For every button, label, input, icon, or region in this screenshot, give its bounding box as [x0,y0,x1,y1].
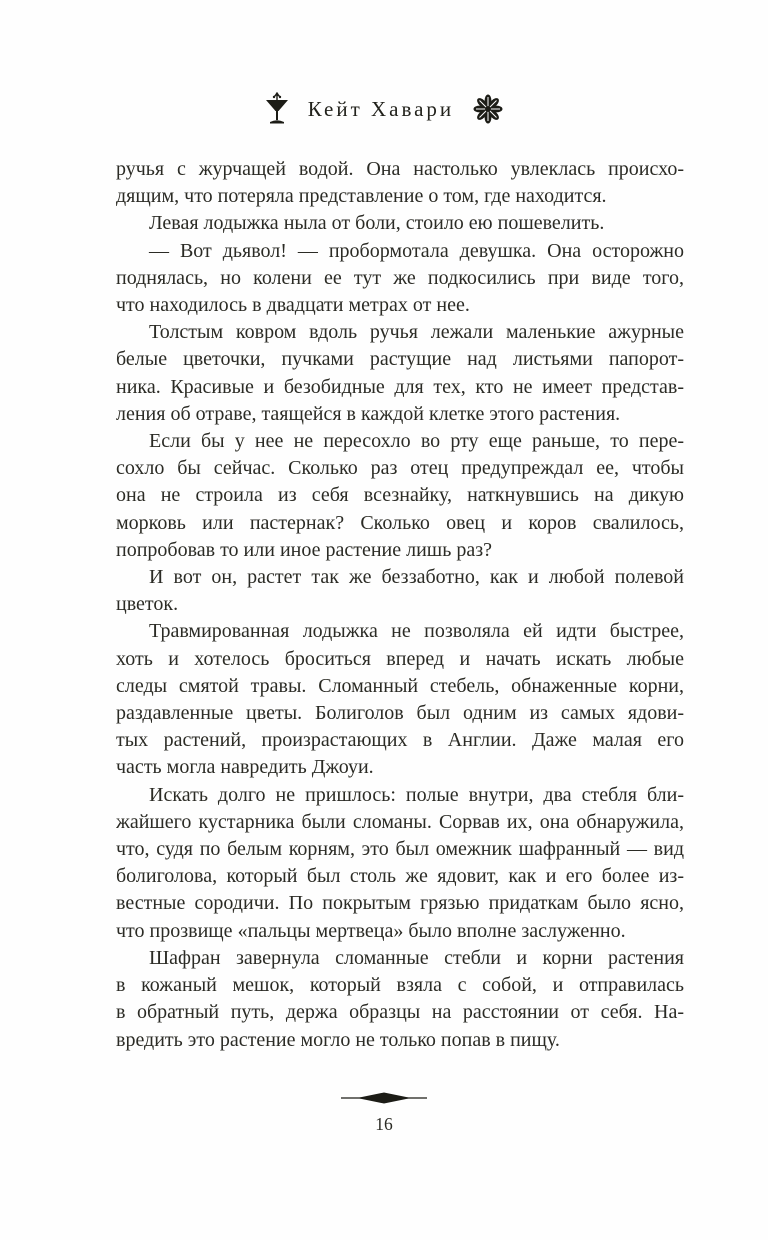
text-line: вредить это растение могло не только попав в пищу. [116,1028,560,1051]
text-line: — Вот дьявол! — пробормотала девушка. Она осторожно [149,239,684,262]
cocktail-plant-icon [264,92,290,126]
flower-ornament-icon [472,94,504,124]
text-line: Толстым ковром вдоль ручья лежали маленькие ажурные [149,321,684,344]
text-line: Левая лодыжка ныла от боли, стоило ею пошевелить. [149,212,605,235]
page-number: 16 [375,1114,393,1134]
text-line: жайшего кустарника были сломаны. Сорвав их, она обнаружила, [116,810,684,833]
text-line: раздавленные цветы. Болиголов был одним из самых ядови- [116,702,684,725]
text-line: болиголова, который был столь же ядовит, как и его более из- [116,865,684,888]
author-name: Кейт Хавари [307,96,455,121]
text-line: белые цветочки, пучками растущие над листьями папорот- [116,348,684,371]
text-line: цветок. [116,593,179,616]
text-line: следы смятой травы. Сломанный стебель, обнаженные корни, [116,674,684,697]
text-line: что прозвище «пальцы мертвеца» было вполне заслуженно. [116,919,626,942]
text-line: в кожаный мешок, который взяла с собой, и отправилась [116,974,684,997]
text-line: Травмированная лодыжка не позволяла ей идти быстрее, [149,620,684,643]
text-line: тых растений, произрастающих в Англии. Даже малая его [116,729,684,752]
text-line: попробовав то или иное растение лишь раз? [116,538,492,561]
text-line: вестные сородичи. По покрытым грязью придаткам было ясно, [116,892,684,915]
text-line: ника. Красивые и безобидные для тех, кто не имеет представ- [116,375,684,398]
text-line: что, судя по белым корням, это был омежник шафранный — вид [116,838,684,861]
paragraph [116,945,684,1054]
text-line: Шафран завернула сломанные стебли и корни растения [149,946,684,969]
paragraph [116,238,684,320]
paragraph [116,782,684,945]
paragraph [116,618,684,781]
paragraph [116,210,684,237]
text-line: она не строила из себя всезнайку, наткнувшись на дикую [116,484,684,507]
paragraph [116,428,684,564]
section-divider-ornament [0,1090,768,1106]
text-line: Если бы у нее не пересохло во рту еще раньше, то пере- [149,430,684,453]
running-header [0,92,768,126]
text-line: сохло бы сейчас. Сколько раз отец предупреждал ее, чтобы [116,457,684,480]
paragraph [116,564,684,618]
paragraph [116,156,684,210]
text-line: ручья с журчащей водой. Она настолько увлеклась происхо- [116,158,684,180]
text-line: часть могла навредить Джоуи. [116,756,374,779]
text-line: в обратный путь, держа образцы на расстоянии от себя. На- [116,1001,684,1024]
text-line: ления об отраве, таящейся в каждой клетке этого растения. [116,402,621,425]
text-line: хоть и хотелось броситься вперед и начать искать любые [116,647,684,670]
text-line: Искать долго не пришлось: полые внутри, два стебля бли- [149,783,684,806]
text-line: дящим, что потеряла представление о том, где находится. [116,185,607,208]
text-line: поднялась, но колени ее тут же подкосились при виде того, [116,266,684,289]
body-text [116,156,684,1054]
paragraph [116,319,684,428]
text-line: И вот он, растет так же беззаботно, как и любой полевой [149,566,684,589]
text-line: что находилось в двадцати метрах от нее. [116,294,470,317]
text-line: морковь или пастернак? Сколько овец и коров свалилось, [116,511,684,534]
